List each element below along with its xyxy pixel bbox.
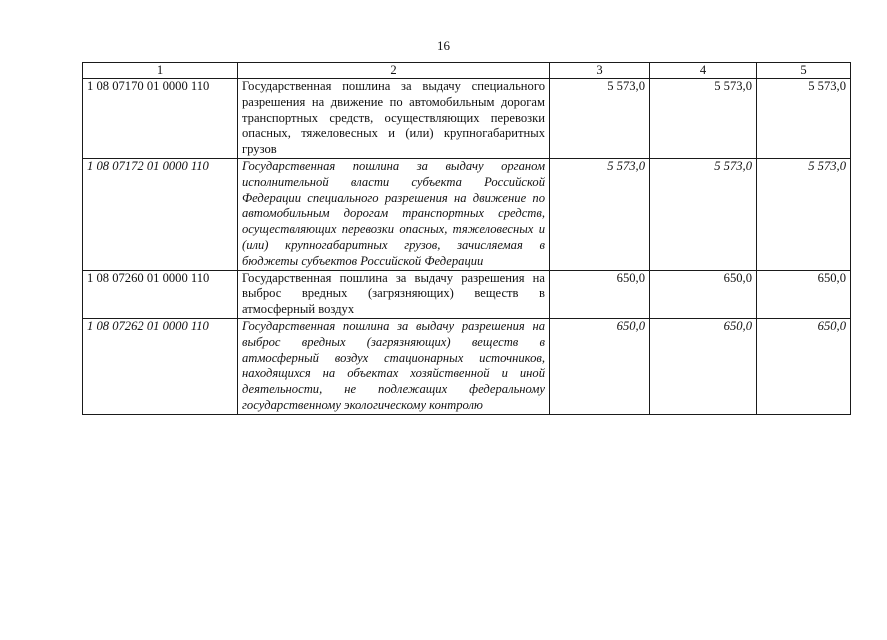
row-name: Государственная пошлина за выдачу органом исполнительной власти субъекта Российской Федерации специального разрешения на движение по автомобильным дорогам транспортных средств, осуществляющих перевозки опасных, тяжеловесных и (или) крупногабаритных грузов, зачисляемая в бюджеты субъектов Российской Федерации	[238, 158, 550, 270]
row-value-col4: 650,0	[650, 318, 757, 414]
row-value-col5: 650,0	[757, 270, 851, 318]
page-number: 16	[437, 38, 450, 53]
table-row	[83, 158, 851, 270]
row-code: 1 08 07260 01 0000 110	[83, 270, 238, 318]
table-row	[83, 270, 851, 318]
row-value-col5: 5 573,0	[757, 158, 851, 270]
column-header-3: 3	[550, 63, 650, 79]
row-value-col3: 5 573,0	[550, 79, 650, 159]
row-name: Государственная пошлина за выдачу разрешения на выброс вредных (загрязняющих) веществ в атмосферный воздух	[238, 270, 550, 318]
row-code: 1 08 07170 01 0000 110	[83, 79, 238, 159]
row-value-col4: 5 573,0	[650, 158, 757, 270]
row-name: Государственная пошлина за выдачу разрешения на выброс вредных (загрязняющих) веществ в атмосферный воздух стационарных источников, находящихся на объектах хозяйственной и иной деятельности, не подлежащих федеральному государственному экологическому контролю	[238, 318, 550, 414]
table-row	[83, 318, 851, 414]
column-header-4: 4	[650, 63, 757, 79]
row-value-col3: 650,0	[550, 318, 650, 414]
table-row	[83, 79, 851, 159]
row-value-col3: 650,0	[550, 270, 650, 318]
row-value-col3: 5 573,0	[550, 158, 650, 270]
row-code: 1 08 07172 01 0000 110	[83, 158, 238, 270]
column-header-5: 5	[757, 63, 851, 79]
row-value-col5: 5 573,0	[757, 79, 851, 159]
row-name: Государственная пошлина за выдачу специального разрешения на движение по автомобильным дорогам транспортных средств, осуществляющих перевозки опасных, тяжеловесных и (или) крупногабаритных грузов	[238, 79, 550, 159]
row-code: 1 08 07262 01 0000 110	[83, 318, 238, 414]
column-header-2: 2	[238, 63, 550, 79]
row-value-col4: 5 573,0	[650, 79, 757, 159]
row-value-col5: 650,0	[757, 318, 851, 414]
table-header-row	[83, 63, 851, 79]
column-header-1: 1	[83, 63, 238, 79]
budget-table	[82, 62, 851, 415]
row-value-col4: 650,0	[650, 270, 757, 318]
